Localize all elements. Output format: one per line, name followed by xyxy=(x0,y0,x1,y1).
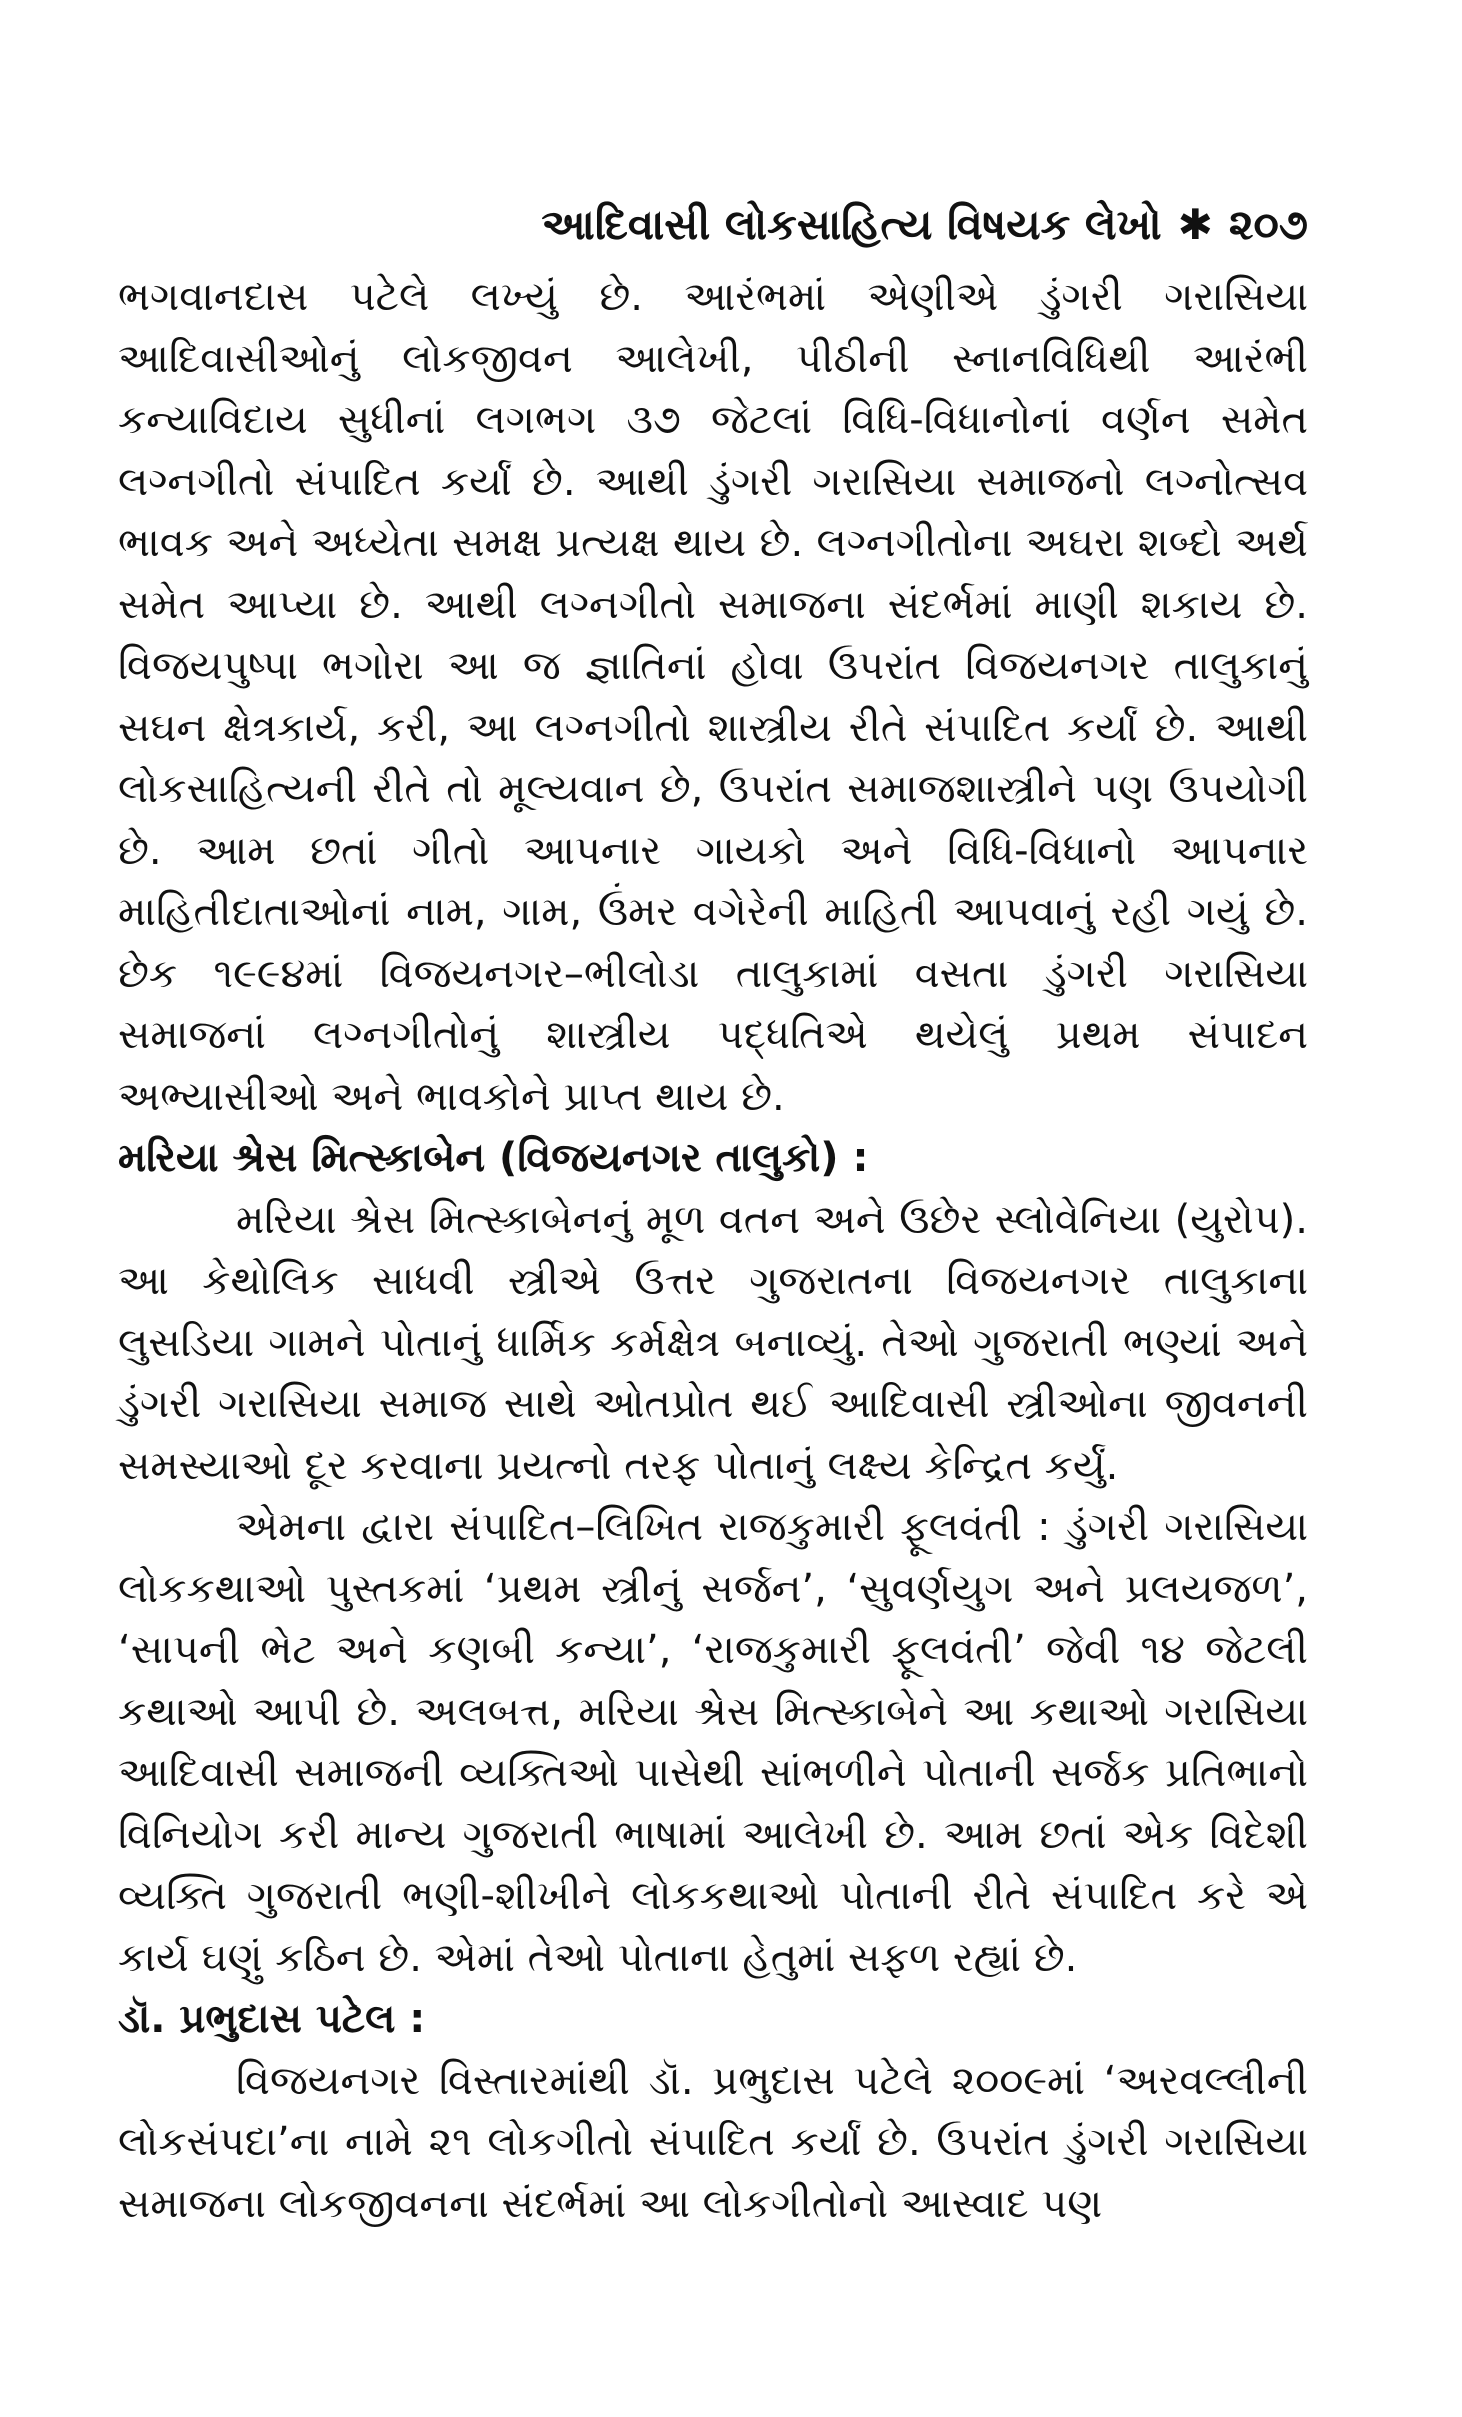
paragraph-maria-book: એમના દ્વારા સંપાદિત–લિખિત રાજકુમારી ફૂલવંતી : ડુંગરી ગરાસિયા લોકકથાઓ પુસ્તકમાં ‘પ્રથમ સ્ત્રીનું સર્જન’, ‘સુવર્ણયુગ અને પ્રલયજળ’, ‘સાપની ભેટ અને કણબી કન્યા’, ‘રાજકુમારી ફૂલવંતી’ જેવી ૧૪ જેટલી કથાઓ આપી છે. અલબત્ત, મરિયા શ્રેસ મિત્સ્કાબેને આ કથાઓ ગરાસિયા આદિવાસી સમાજની વ્યક્તિઓ પાસેથી સાંભળીને પોતાની સર્જક પ્રતિભાનો વિનિયોગ કરી માન્ય ગુજરાતી ભાષામાં આલેખી છે. આમ છતાં એક વિદેશી વ્યક્તિ ગુજરાતી ભણી-શીખીને લોકકથાઓ પોતાની રીતે સંપાદિત કરે એ કાર્ય ઘણું કઠિન છે. એમાં તેઓ પોતાના હેતુમાં સફળ રહ્યાં છે. xyxy=(118,1504,1308,1981)
asterisk-icon: ✱ xyxy=(1177,200,1213,249)
page-number: ૨૦૭ xyxy=(1228,200,1308,249)
book-page xyxy=(118,195,1308,2235)
running-header xyxy=(118,195,1308,267)
paragraph-maria-bio: મરિયા શ્રેસ મિત્સ્કાબેનનું મૂળ વતન અને ઉછેર સ્લોવેનિયા (યુરોપ). આ કેથોલિક સાધવી સ્ત્રીએ ઉત્તર ગુજરાતના વિજયનગર તાલુકાના લુસડિયા ગામને પોતાનું ધાર્મિક કર્મક્ષેત્ર બનાવ્યું. તેઓ ગુજરાતી ભણ્યાં અને ડુંગરી ગરાસિયા સમાજ સાથે ઓતપ્રોત થઈ આદિવાસી સ્ત્રીઓના જીવનની સમસ્યાઓ દૂર કરવાના પ્રયત્નો તરફ પોતાનું લક્ષ્ય કેન્દ્રિત કર્યું. xyxy=(118,1196,1308,1489)
paragraph-prabhudas: વિજયનગર વિસ્તારમાંથી ડૉ. પ્રભુદાસ પટેલે ૨૦૦૯માં ‘અરવલ્લીની લોકસંપદા’ના નામે ૨૧ લોકગીતો સંપાદિત કર્યાં છે. ઉપરાંત ડુંગરી ગરાસિયા સમાજના લોકજીવનના સંદર્ભમાં આ લોકગીતોનો આસ્વાદ પણ xyxy=(118,2057,1308,2227)
paragraph-continued: ભગવાનદાસ પટેલે લખ્યું છે. આરંભમાં એણીએ ડુંગરી ગરાસિયા આદિવાસીઓનું લોકજીવન આલેખી, પીઠીની સ્નાનવિધિથી આરંભી કન્યાવિદાય સુધીનાં લગભગ ૩૭ જેટલાં વિધિ-વિધાનોનાં વર્ણન સમેત લગ્નગીતો સંપાદિત કર્યાં છે. આથી ડુંગરી ગરાસિયા સમાજનો લગ્નોત્સવ ભાવક અને અધ્યેતા સમક્ષ પ્રત્યક્ષ થાય છે. લગ્નગીતોના અઘરા શબ્દો અર્થ સમેત આપ્યા છે. આથી લગ્નગીતો સમાજના સંદર્ભમાં માણી શકાય છે. વિજયપુષ્પા ભગોરા આ જ જ્ઞાતિનાં હોવા ઉપરાંત વિજયનગર તાલુકાનું સઘન ક્ષેત્રકાર્ય, કરી, આ લગ્નગીતો શાસ્ત્રીય રીતે સંપાદિત કર્યાં છે. આથી લોકસાહિત્યની રીતે તો મૂલ્યવાન છે, ઉપરાંત સમાજશાસ્ત્રીને પણ ઉપયોગી છે. આમ છતાં ગીતો આપનાર ગાયકો અને વિધિ-વિધાનો આપનાર માહિતીદાતાઓનાં નામ, ગામ, ઉંમર વગેરેની માહિતી આપવાનું રહી ગયું છે. છેક ૧૯૯૪માં વિજયનગર–ભીલોડા તાલુકામાં વસતા ડુંગરી ગરાસિયા સમાજનાં લગ્નગીતોનું શાસ્ત્રીય પદ્ધતિએ થયેલું પ્રથમ સંપાદન અભ્યાસીઓ અને ભાવકોને પ્રાપ્ત થાય છે. xyxy=(118,274,1308,1120)
section-heading-maria: મરિયા શ્રેસ મિત્સ્કાબેન (વિજયનગર તાલુકો) : xyxy=(118,1135,869,1181)
header-title: આદિવાસી લોકસાહિત્ય વિષયક લેખો xyxy=(541,200,1162,249)
section-heading-prabhudas: ડૉ. પ્રભુદાસ પટેલ : xyxy=(118,1996,426,2042)
